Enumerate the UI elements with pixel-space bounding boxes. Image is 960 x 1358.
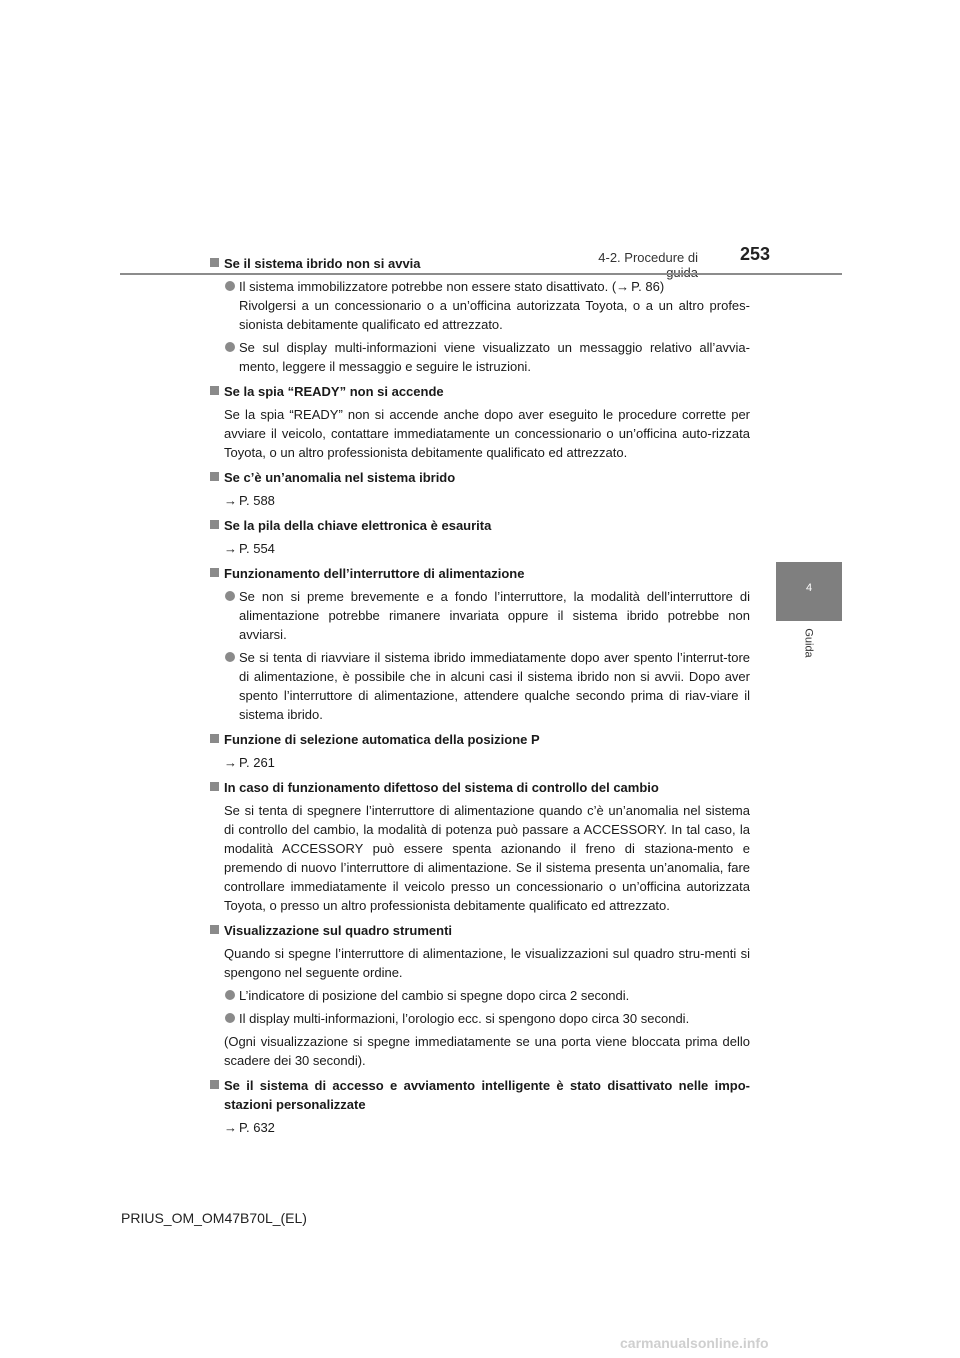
section-title: 4-2. Procedure di xyxy=(598,250,698,265)
bullet-item xyxy=(210,338,750,376)
section-heading xyxy=(210,254,750,273)
heading-text: Se la pila della chiave elettronica è esaurita xyxy=(224,518,492,533)
round-bullet-icon xyxy=(225,1013,235,1023)
section-heading xyxy=(210,921,750,940)
bullet-text: Il display multi-informazioni, l’orologio ecc. si spengono dopo circa 30 secondi. xyxy=(239,1011,690,1026)
paragraph: (Ogni visualizzazione si spegne immediatamente se una porta viene bloccata prima dello scadere dei 30 secondi). xyxy=(224,1034,750,1068)
bullet-text: Rivolgersi a un concessionario o a un’officina autorizzata Toyota, o a un altro profes-sionista debitamente qualificato ed attrezzato. xyxy=(239,298,750,332)
page-reference[interactable] xyxy=(210,753,750,772)
footer-code: PRIUS_OM_OM47B70L_(EL) xyxy=(121,1210,307,1226)
square-bullet-icon xyxy=(210,386,219,395)
section-heading xyxy=(210,778,750,797)
page-number: 253 xyxy=(740,244,771,264)
page-reference[interactable] xyxy=(210,539,750,558)
chapter-label xyxy=(776,621,842,665)
section-heading xyxy=(210,468,750,487)
reference-text: P. 554 xyxy=(239,541,275,556)
square-bullet-icon xyxy=(210,258,219,267)
round-bullet-icon xyxy=(225,281,235,291)
round-bullet-icon xyxy=(225,591,235,601)
arrow-right-icon: → xyxy=(224,493,237,508)
section-heading xyxy=(210,564,750,583)
heading-text: Visualizzazione sul quadro strumenti xyxy=(224,923,453,938)
chapter-number: 4 xyxy=(805,582,813,594)
square-bullet-icon xyxy=(210,734,219,743)
page-reference[interactable]: P. 86) xyxy=(631,279,665,294)
bullet-text: Se si tenta di riavviare il sistema ibrido immediatamente dopo aver spento l’interrut-tore di alimentazione, è possibile che in alcuni casi il sistema ibrido non si avvii. Dopo aver spento l’interruttore di alimentazione, attendere qualche secondo prima di riav-viare il sistema ibrido. xyxy=(239,650,750,722)
reference-text: P. 261 xyxy=(239,755,275,770)
heading-text: Se il sistema di accesso e avviamento intelligente è stato disattivato nelle impo-stazioni personalizzate xyxy=(224,1078,750,1112)
bullet-text: Se non si preme brevemente e a fondo l’interruttore, la modalità dell’interruttore di alimentazione potrebbe rimanere invariata oppure il sistema ibrido potrebbe non avviarsi. xyxy=(239,589,750,642)
square-bullet-icon xyxy=(210,782,219,791)
heading-text: Funzione di selezione automatica della posizione P xyxy=(224,732,540,747)
paragraph: Se si tenta di spegnere l’interruttore di alimentazione quando c’è un’anomalia nel sistema di controllo del cambio, la modalità di potenza può passare a ACCESSORY. In tal caso, la modalità ACCESSORY può essere spenta azionando il freno di staziona-mento e premendo di nuovo l’interruttore di alimentazione. Se il sistema presenta un’anomalia, fare controllare immediatamente il veicolo presso un concessionario o un’officina autorizzata Toyota, o presso un altro professionista debitamente qualificato ed attrezzato. xyxy=(224,803,750,913)
bullet-text: Il sistema immobilizzatore potrebbe non essere stato disattivato. ( xyxy=(239,279,617,294)
bullet-item xyxy=(210,277,750,334)
arrow-right-icon: → xyxy=(224,541,237,556)
section-heading xyxy=(210,382,750,401)
round-bullet-icon xyxy=(225,652,235,662)
reference-text: P. 632 xyxy=(239,1120,275,1135)
square-bullet-icon xyxy=(210,1080,219,1089)
heading-text: Se il sistema ibrido non si avvia xyxy=(224,256,421,271)
square-bullet-icon xyxy=(210,568,219,577)
heading-text: Se la spia “READY” non si accende xyxy=(224,384,444,399)
bullet-item xyxy=(210,648,750,724)
chapter-label-text: Guida xyxy=(802,628,815,658)
bullet-item xyxy=(210,986,750,1005)
arrow-right-icon: → xyxy=(224,755,237,770)
paragraph: Se la spia “READY” non si accende anche dopo aver eseguito le procedure corrette per avviare il veicolo, contattare immediatamente un concessionario o un’officina auto-rizzata Toyota, o un altro professionista debitamente qualificato ed attrezzato. xyxy=(224,407,750,460)
square-bullet-icon xyxy=(210,520,219,529)
heading-text: Se c’è un’anomalia nel sistema ibrido xyxy=(224,470,456,485)
square-bullet-icon xyxy=(210,472,219,481)
arrow-right-icon: → xyxy=(616,279,630,294)
reference-text: P. 588 xyxy=(239,493,275,508)
page-body xyxy=(210,254,750,1137)
chapter-tab xyxy=(776,562,842,621)
watermark: carmanualsonline.info xyxy=(620,1335,769,1351)
arrow-right-icon: → xyxy=(224,1120,237,1135)
round-bullet-icon xyxy=(225,990,235,1000)
bullet-text: Se sul display multi-informazioni viene visualizzato un messaggio relativo all’avvia-mento, leggere il messaggio e seguire le istruzioni. xyxy=(239,340,750,374)
section-heading xyxy=(210,516,750,535)
bullet-item xyxy=(210,587,750,644)
heading-text: In caso di funzionamento difettoso del sistema di controllo del cambio xyxy=(224,780,659,795)
round-bullet-icon xyxy=(225,342,235,352)
section-heading xyxy=(210,1076,750,1114)
square-bullet-icon xyxy=(210,925,219,934)
section-heading xyxy=(210,730,750,749)
page-reference[interactable] xyxy=(210,1118,750,1137)
page-reference[interactable] xyxy=(210,491,750,510)
bullet-item xyxy=(210,1009,750,1028)
paragraph: Quando si spegne l’interruttore di alimentazione, le visualizzazioni sul quadro stru-menti si spengono nel seguente ordine. xyxy=(224,946,750,980)
bullet-text: L’indicatore di posizione del cambio si spegne dopo circa 2 secondi. xyxy=(239,988,630,1003)
heading-text: Funzionamento dell’interruttore di alimentazione xyxy=(224,566,525,581)
